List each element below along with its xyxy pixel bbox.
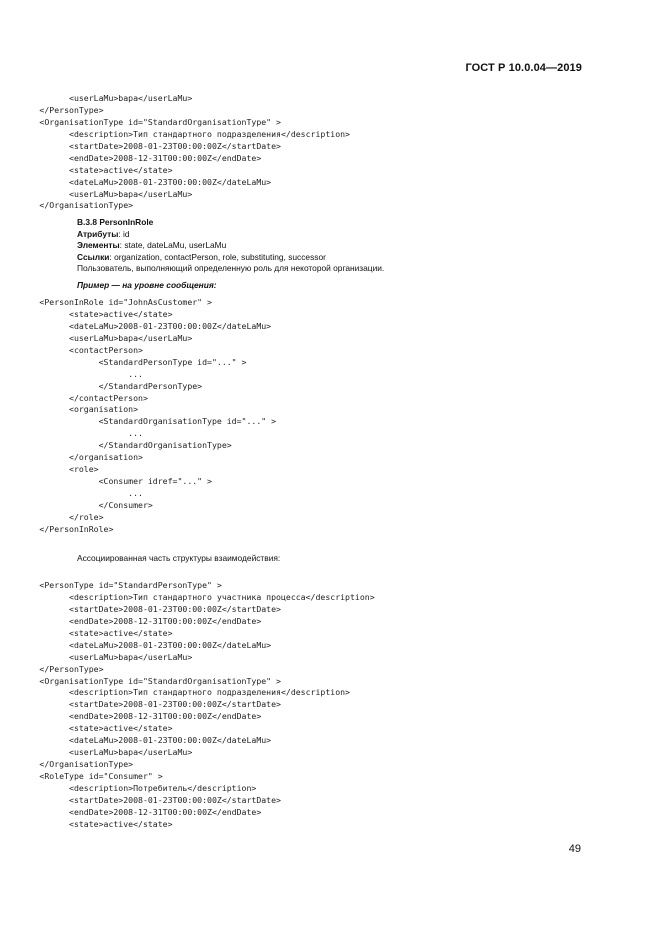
code-line: <endDate>2008-12-31T00:00:00Z</endDate> (0, 152, 262, 163)
code-line: ... (0, 488, 143, 498)
links-line (77, 252, 597, 264)
code-line: <startDate>2008-01-23T00:00:00Z</startDate> (0, 603, 281, 614)
example-label: Пример — на уровне сообщения: (77, 279, 217, 290)
code-line: <userLaMu>bapa</userLaMu> (0, 188, 193, 199)
code-line: <PersonInRole id="JohnAsCustomer" > (0, 297, 212, 307)
links-label: Ссылки (77, 251, 110, 262)
attributes-line (77, 229, 597, 241)
code-block-1 (0, 93, 661, 212)
code-line: <OrganisationType id="StandardOrganisationType" > (0, 116, 281, 127)
code-line: ... (0, 368, 143, 379)
code-line: <state>active</state> (0, 164, 173, 175)
code-line: <startDate>2008-01-23T00:00:00Z</startDate> (0, 699, 281, 710)
code-line: <state>active</state> (0, 308, 173, 319)
attributes-value: : id (118, 228, 130, 239)
code-line: <endDate>2008-12-31T00:00:00Z</endDate> (0, 615, 262, 626)
links-value: : organization, contactPerson, role, substituting, successor (109, 251, 326, 262)
code-line: </StandardPersonType> (0, 380, 203, 391)
code-line: <dateLaMu>2008-01-23T00:00:00Z</dateLaMu> (0, 639, 272, 650)
code-line: </organisation> (0, 452, 143, 463)
code-line: <StandardPersonType id="..." > (0, 356, 247, 367)
code-line: </OrganisationType> (0, 200, 134, 211)
code-line: ... (0, 428, 143, 439)
elements-label: Элементы (77, 240, 120, 251)
code-line: <dateLaMu>2008-01-23T00:00:00Z</dateLaMu> (0, 176, 272, 187)
code-line: <contactPerson> (0, 344, 143, 355)
code-line: <startDate>2008-01-23T00:00:00Z</startDate> (0, 140, 281, 151)
code-line: <userLaMu>bapa</userLaMu> (0, 93, 193, 103)
code-line: </PersonType> (0, 104, 104, 115)
code-line: <userLaMu>bapa</userLaMu> (0, 747, 193, 758)
code-line: <userLaMu>bapa</userLaMu> (0, 651, 193, 662)
code-line: <StandardOrganisationType id="..." > (0, 416, 277, 427)
code-block-3 (0, 580, 661, 831)
code-line: <startDate>2008-01-23T00:00:00Z</startDate> (0, 794, 281, 805)
attributes-label: Атрибуты (77, 228, 119, 239)
code-line: </PersonType> (0, 663, 104, 674)
code-line: </StandardOrganisationType> (0, 440, 232, 451)
code-line: <OrganisationType id="StandardOrganisationType" > (0, 675, 281, 686)
code-line: <state>active</state> (0, 818, 173, 829)
elements-value: : state, dateLaMu, userLaMu (119, 240, 227, 251)
code-line: <description>Потребитель</description> (0, 782, 257, 793)
code-line: <role> (0, 464, 99, 475)
code-line: </contactPerson> (0, 392, 148, 403)
elements-line (77, 240, 597, 252)
code-line: <endDate>2008-12-31T00:00:00Z</endDate> (0, 806, 262, 817)
code-line: </OrganisationType> (0, 759, 134, 770)
code-line: <description>Тип стандартного подразделения</description> (0, 128, 350, 139)
document-header: ГОСТ Р 10.0.04—2019 (465, 62, 582, 74)
code-line: <dateLaMu>2008-01-23T00:00:00Z</dateLaMu> (0, 320, 272, 331)
code-line: <description>Тип стандартного подразделения</description> (0, 687, 350, 698)
section-heading: В.3.8 PersonInRole (77, 217, 154, 227)
code-line: </PersonInRole> (0, 523, 114, 534)
associated-text: Ассоциированная часть структуры взаимодействия: (77, 553, 281, 563)
section-description: Пользователь, выполняющий определенную роль для некоторой организации. (77, 263, 385, 274)
code-block-2 (0, 297, 661, 536)
code-line: <Consumer idref="..." > (0, 476, 212, 487)
code-line: <dateLaMu>2008-01-23T00:00:00Z</dateLaMu> (0, 735, 272, 746)
code-line: <description>Тип стандартного участника процесса</description> (0, 591, 375, 602)
code-line: <state>active</state> (0, 723, 173, 734)
page-number: 49 (568, 843, 581, 855)
section-b38 (77, 217, 597, 292)
code-line: <endDate>2008-12-31T00:00:00Z</endDate> (0, 711, 262, 722)
code-line: <state>active</state> (0, 627, 173, 638)
code-line: <RoleType id="Consumer" > (0, 771, 163, 781)
code-line: </Consumer> (0, 499, 153, 510)
code-line: </role> (0, 511, 104, 522)
code-line: <userLaMu>bapa</userLaMu> (0, 332, 193, 343)
code-line: <organisation> (0, 404, 139, 415)
code-line: <PersonType id="StandardPersonType" > (0, 580, 222, 590)
